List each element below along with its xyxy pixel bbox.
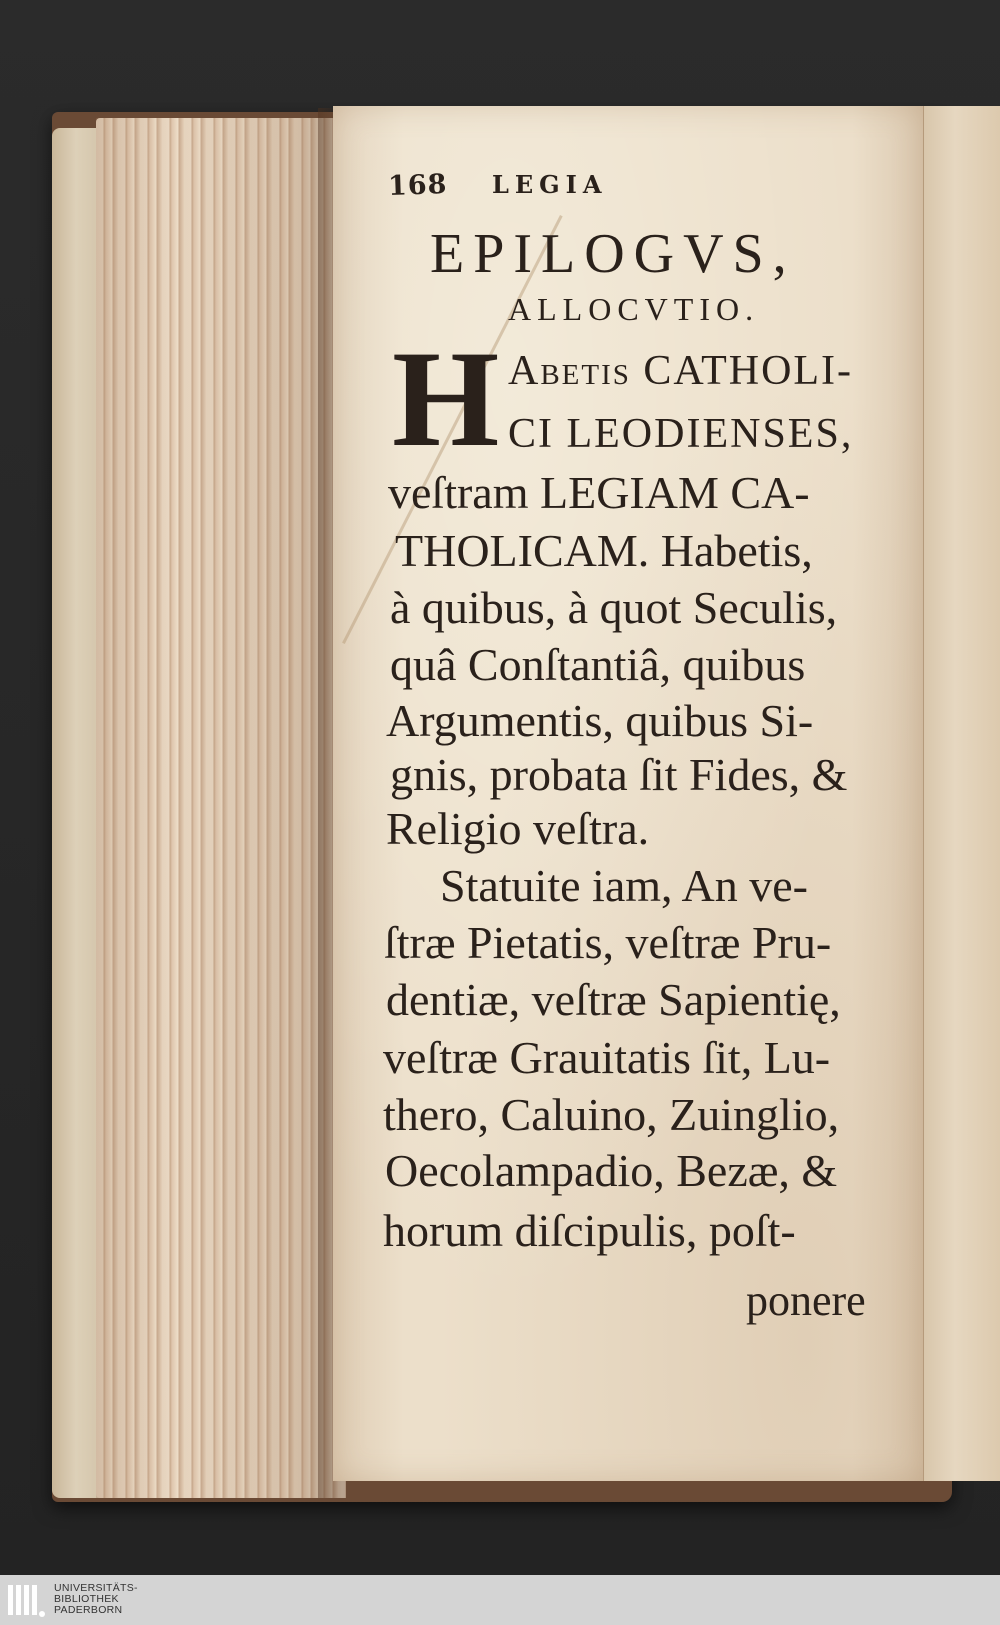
drop-cap-initial: H: [392, 322, 500, 475]
page-stack-shading: [96, 118, 346, 1498]
text-line: THOLICAM. Habetis,: [395, 525, 813, 576]
text-line: horum diſcipulis, poſt-: [383, 1205, 796, 1256]
page-subheading: ALLOCVTIO.: [508, 291, 760, 327]
text-line: veſtræ Grauitatis ſit, Lu-: [383, 1032, 831, 1083]
text-line: ſtræ Pietatis, veſtræ Pru-: [384, 917, 832, 968]
text-line: Argumentis, quibus Si-: [386, 695, 814, 746]
facing-page-edge: [922, 106, 1000, 1481]
library-footer-bar: [0, 1575, 1000, 1625]
text-line: Statuite iam, An ve-: [440, 860, 808, 911]
text-line: thero, Caluino, Zuinglio,: [383, 1089, 840, 1140]
catchword: ponere: [746, 1276, 866, 1325]
library-logo-icon: [6, 1579, 46, 1621]
text-line: Oecolampadio, Bezæ, &: [385, 1145, 838, 1196]
text-line: à quibus, à quot Seculis,: [390, 582, 838, 633]
text-line: veſtram LEGIAM CA-: [388, 467, 810, 518]
logo-line: PADERBORN: [54, 1604, 123, 1616]
page-number: 168: [387, 168, 448, 203]
running-head: [380, 170, 900, 210]
logo-line: UNIVERSITÄTS-: [54, 1582, 138, 1594]
text-line: dentiæ, veſtræ Sapientię,: [386, 974, 841, 1025]
text-line: Religio veſtra.: [386, 803, 650, 854]
text-line: CI LEODIENSES,: [508, 411, 854, 457]
text-line: Abetis CATHOLI-: [508, 348, 854, 394]
page-heading: EPILOGVS,: [430, 223, 796, 285]
logo-line: BIBLIOTHEK: [54, 1593, 119, 1605]
library-logo-text: [54, 1583, 138, 1616]
text-line: quâ Conſtantiâ, quibus: [390, 639, 806, 690]
text-line: gnis, probata ſit Fides, &: [390, 749, 848, 800]
running-title: LEGIA: [492, 170, 608, 199]
